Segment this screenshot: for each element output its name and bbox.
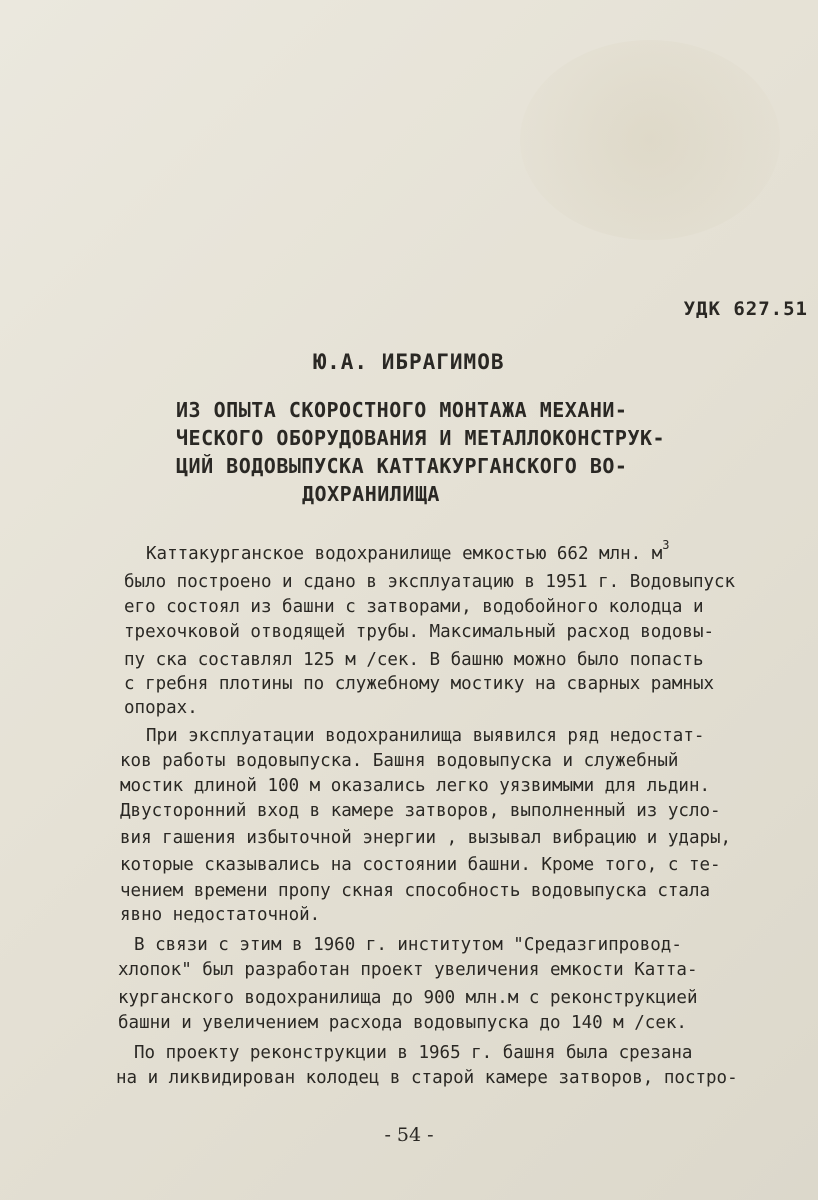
body-line: явно недостаточной.: [120, 905, 321, 925]
body-line-text: пу ска составлял 125 м /сек. В башню можно было попасть: [124, 650, 704, 670]
body-line: При эксплуатации водохранилища выявился ряд недостат-: [146, 726, 705, 746]
body-line: мостик длиной 100 м оказались легко уязвимыми для льдин.: [120, 776, 711, 796]
title-line: ДОХРАНИЛИЩА: [302, 482, 440, 506]
body-line: трехочковой отводящей трубы. Максимальный расход водовы-: [124, 622, 715, 642]
body-line-text: Каттакурганское водохранилище емкостью 662 млн. м: [146, 544, 663, 564]
body-line: на и ликвидирован колодец в старой камере затворов, постро-: [116, 1068, 738, 1088]
body-line: По проекту реконструкции в 1965 г. башня была срезана: [134, 1043, 693, 1063]
author-name: Ю.А. ИБРАГИМОВ: [313, 350, 505, 374]
body-line: хлопок" был разработан проект увеличения емкости Катта-: [118, 960, 698, 980]
body-line: [124, 652, 703, 670]
superscript: 3: [662, 538, 670, 552]
body-line: которые сказывались на состоянии башни. Кроме того, с те-: [120, 855, 721, 875]
page-number: - 54 -: [384, 1124, 434, 1146]
body-line: с гребня плотины по служебному мостику на сварных рамных: [124, 674, 715, 694]
title-line: ЧЕСКОГО ОБОРУДОВАНИЯ И МЕТАЛЛОКОНСТРУК-: [176, 426, 666, 450]
body-line: В связи с этим в 1960 г. институтом "Средазгипровод-: [134, 935, 682, 955]
body-line: [118, 1015, 687, 1033]
body-line: чением времени пропу скная способность водовыпуска стала: [120, 881, 711, 901]
body-line-text: курганского водохранилища до 900 млн.м с реконструкцией: [118, 988, 698, 1008]
body-line: опорах.: [124, 698, 198, 718]
title-line: ИЗ ОПЫТА СКОРОСТНОГО МОНТАЖА МЕХАНИ-: [176, 398, 628, 422]
body-line: было построено и сдано в эксплуатацию в 1951 г. Водовыпуск: [124, 572, 736, 592]
body-line-text: башни и увеличением расхода водовыпуска до 140 м /сек.: [118, 1013, 687, 1033]
title-line: ЦИЙ ВОДОВЫПУСКА КАТТАКУРГАНСКОГО ВО-: [176, 454, 628, 478]
body-line: его состоял из башни с затворами, водобойного колодца и: [124, 597, 704, 617]
body-line: вия гашения избыточной энергии , вызывал вибрацию и удары,: [120, 828, 732, 848]
body-line: ков работы водовыпуска. Башня водовыпуска и служебный: [120, 751, 679, 771]
udk-code: УДК 627.51: [683, 298, 808, 320]
body-line: [146, 538, 670, 564]
body-line: [118, 990, 697, 1008]
body-line: Двусторонний вход в камере затворов, выполненный из усло-: [120, 801, 721, 821]
